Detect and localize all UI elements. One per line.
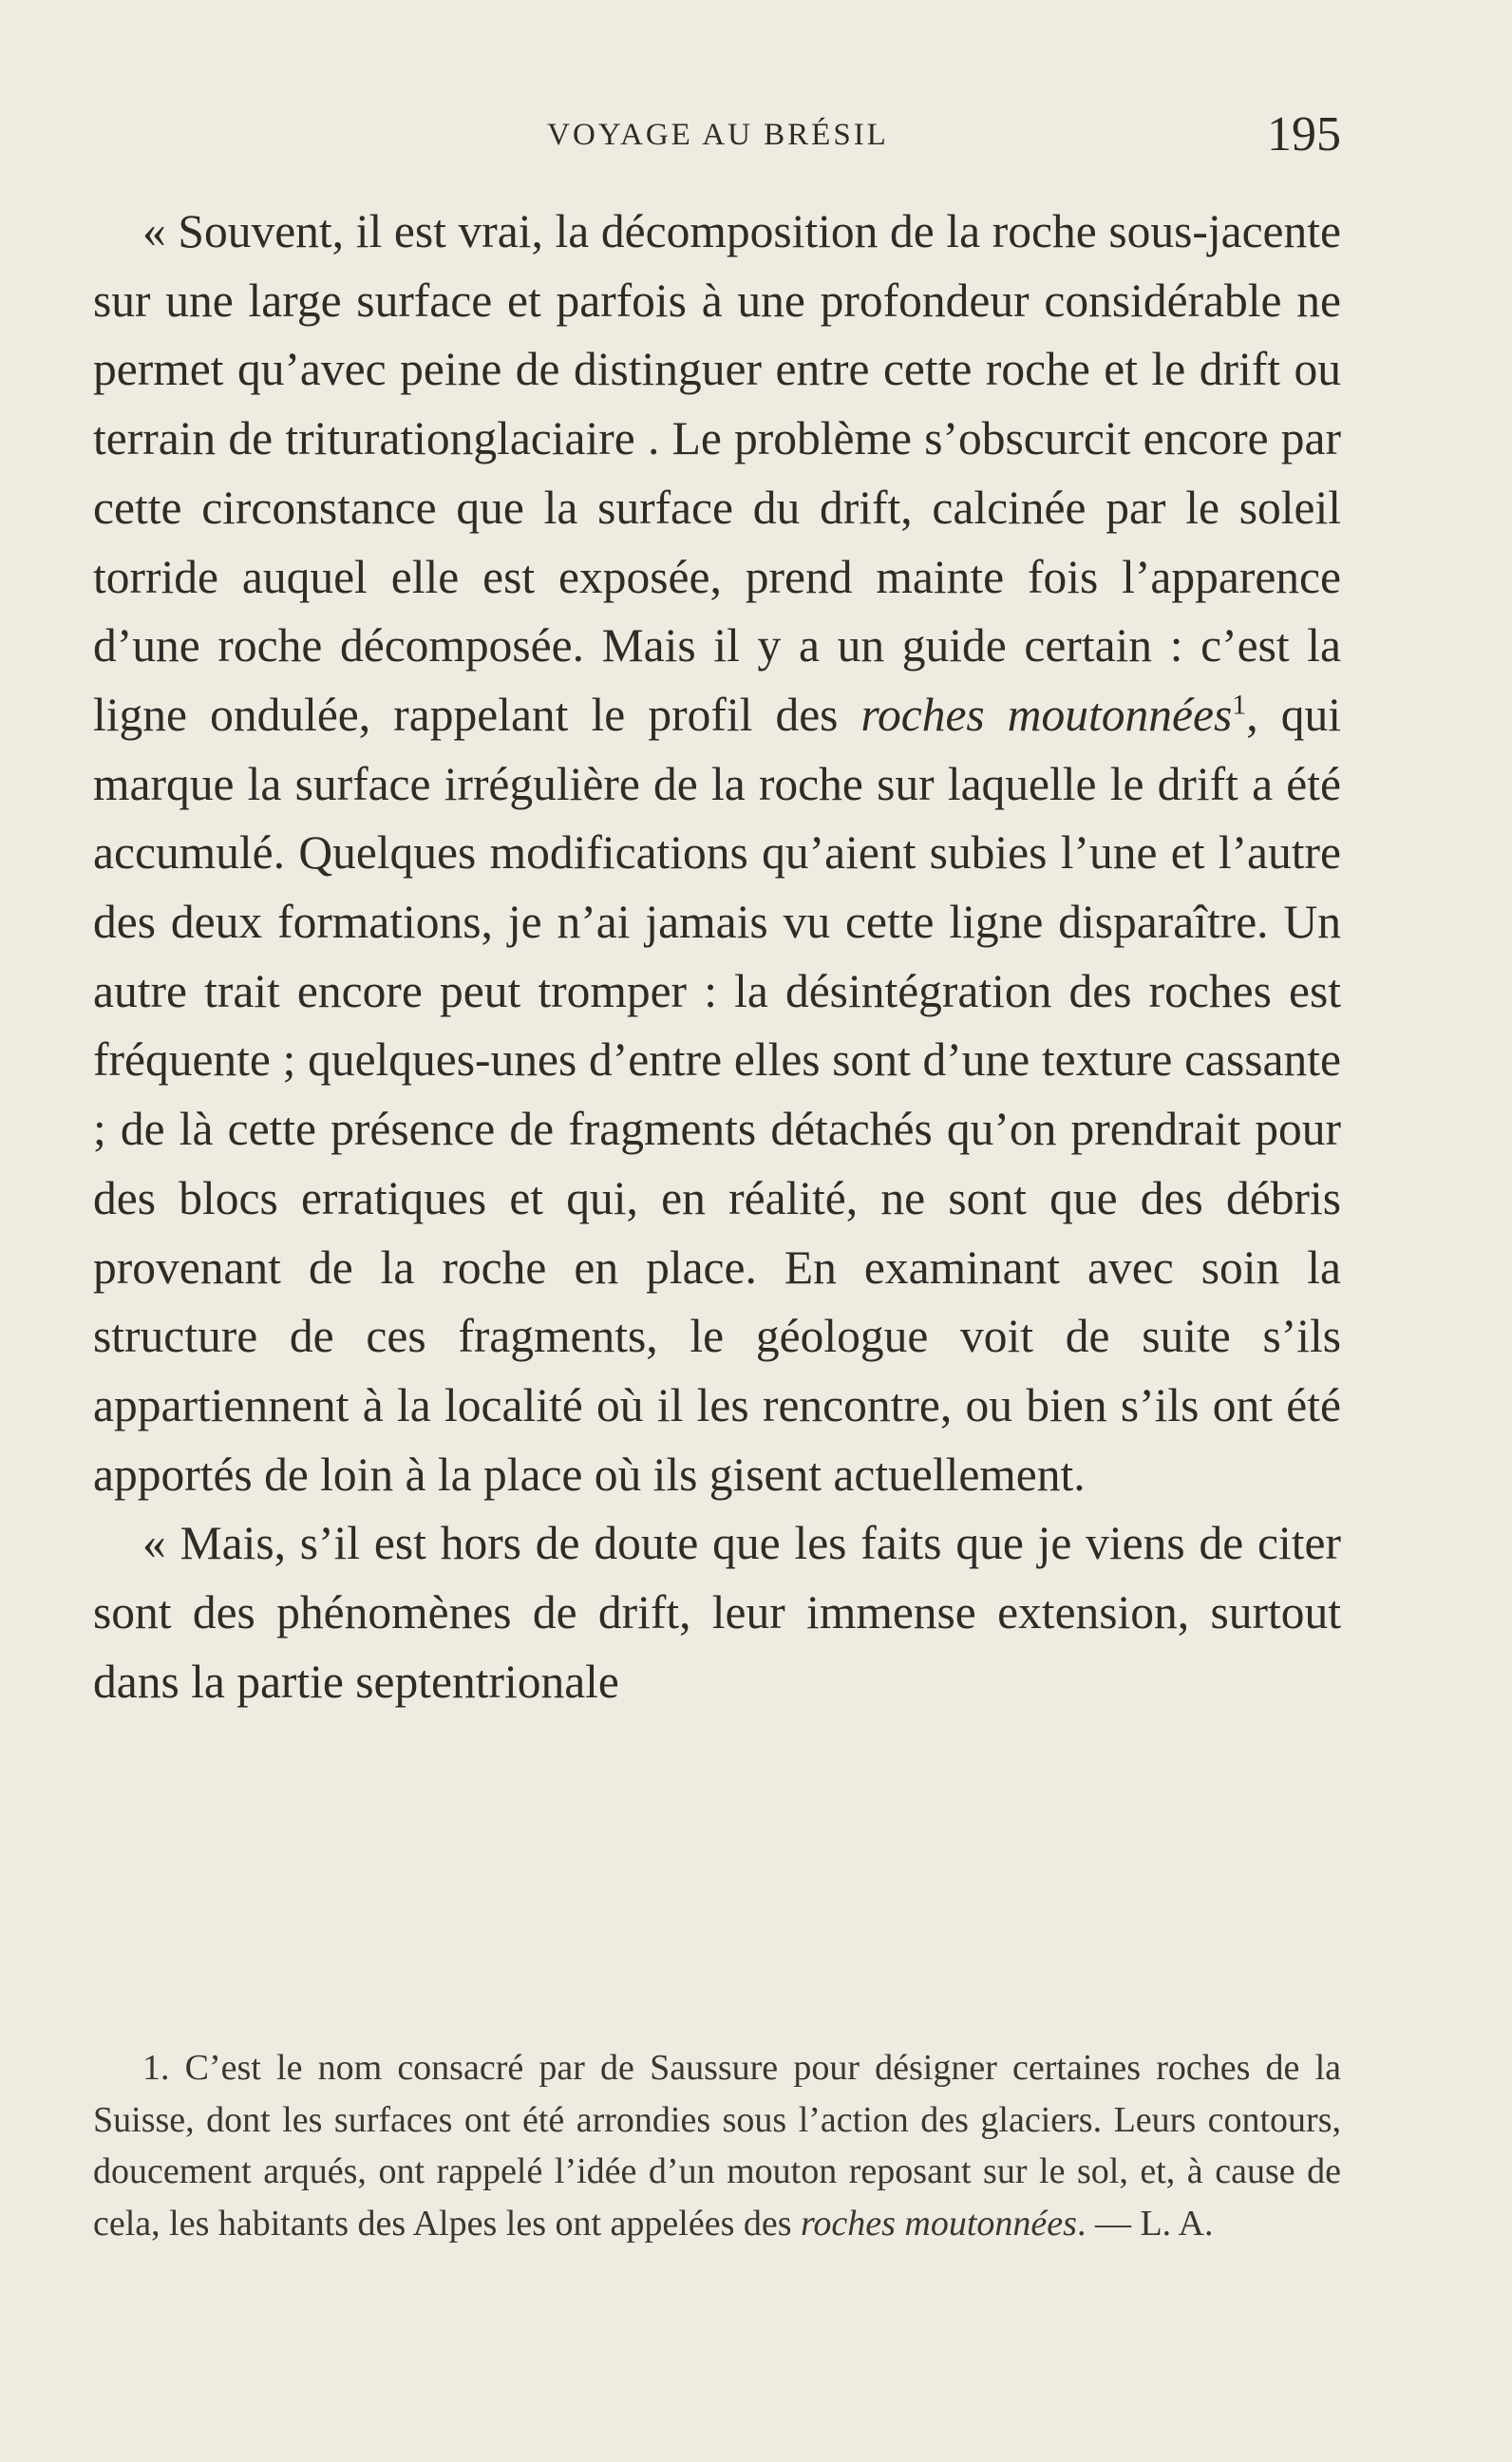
footnote-signature: . — L. A. xyxy=(1076,2203,1214,2244)
page-number: 195 xyxy=(1267,107,1341,161)
paragraph-1-text-a: « Souvent, il est vrai, la décomposition de la roche sous-jacente sur une large surface et parfois à une profondeur considérable ne permet qu’avec peine de distinguer entre cette roche et le drift ou terrain de triturationglaciaire . Le problème s’obscurcit encore par cette circonstance que la surface du drift, calcinée par le soleil torride auquel elle est exposée, prend mainte fois l’apparence d’une roche décomposée. Mais il y a un guide certain : c’est la ligne ondulée, rappelant le profil des xyxy=(93,205,1341,741)
footnote-italic-term: roches moutonnées xyxy=(801,2203,1077,2244)
running-title: VOYAGE AU BRÉSIL xyxy=(547,118,889,152)
paragraph-1-text-b: , qui marque la surface irrégulière de la roche sur laquelle le drift a été accumulé. Quelques modifications qu’aient subies l’une et l’autre des deux formations, je n’ai jamais vu cette ligne disparaître. Un autre trait encore peut tromper : la désintégration des roches est fréquente ; quelques-unes d’entre elles sont d’une texture cassante ; de là cette présence de fragments détachés qu’on prendrait pour des blocs erratiques et qui, en réalité, ne sont que des débris provenant de la roche en place. En examinant avec soin la structure de ces fragments, le géologue voit de suite s’ils appartiennent à la localité où il les rencontre, ou bien s’ils ont été apportés de loin à la place où ils gisent actuellement. xyxy=(93,688,1341,1501)
footnote-reference: 1 xyxy=(1232,689,1247,721)
footnote-paragraph xyxy=(93,2042,1341,2249)
body-text xyxy=(93,198,1341,1716)
footnote-text: 1. C’est le nom consacré par de Saussure pour désigner certaines roches de la Suisse, dont les surfaces ont été arrondies sous l’action des glaciers. Leurs contours, doucement arqués, ont rappelé l’idée d’un mouton reposant sur le sol, et, à cause de cela, les habitants des Alpes les ont appelées des xyxy=(93,2048,1341,2244)
paragraph-2: « Mais, s’il est hors de doute que les faits que je viens de citer sont des phénomènes de drift, leur immense extension, surtout dans la partie septentrionale xyxy=(93,1517,1341,1708)
italic-term: roches moutonnées xyxy=(860,688,1233,741)
footnote xyxy=(93,2042,1341,2249)
page-header xyxy=(95,106,1341,163)
paragraph-1 xyxy=(93,198,1341,1509)
